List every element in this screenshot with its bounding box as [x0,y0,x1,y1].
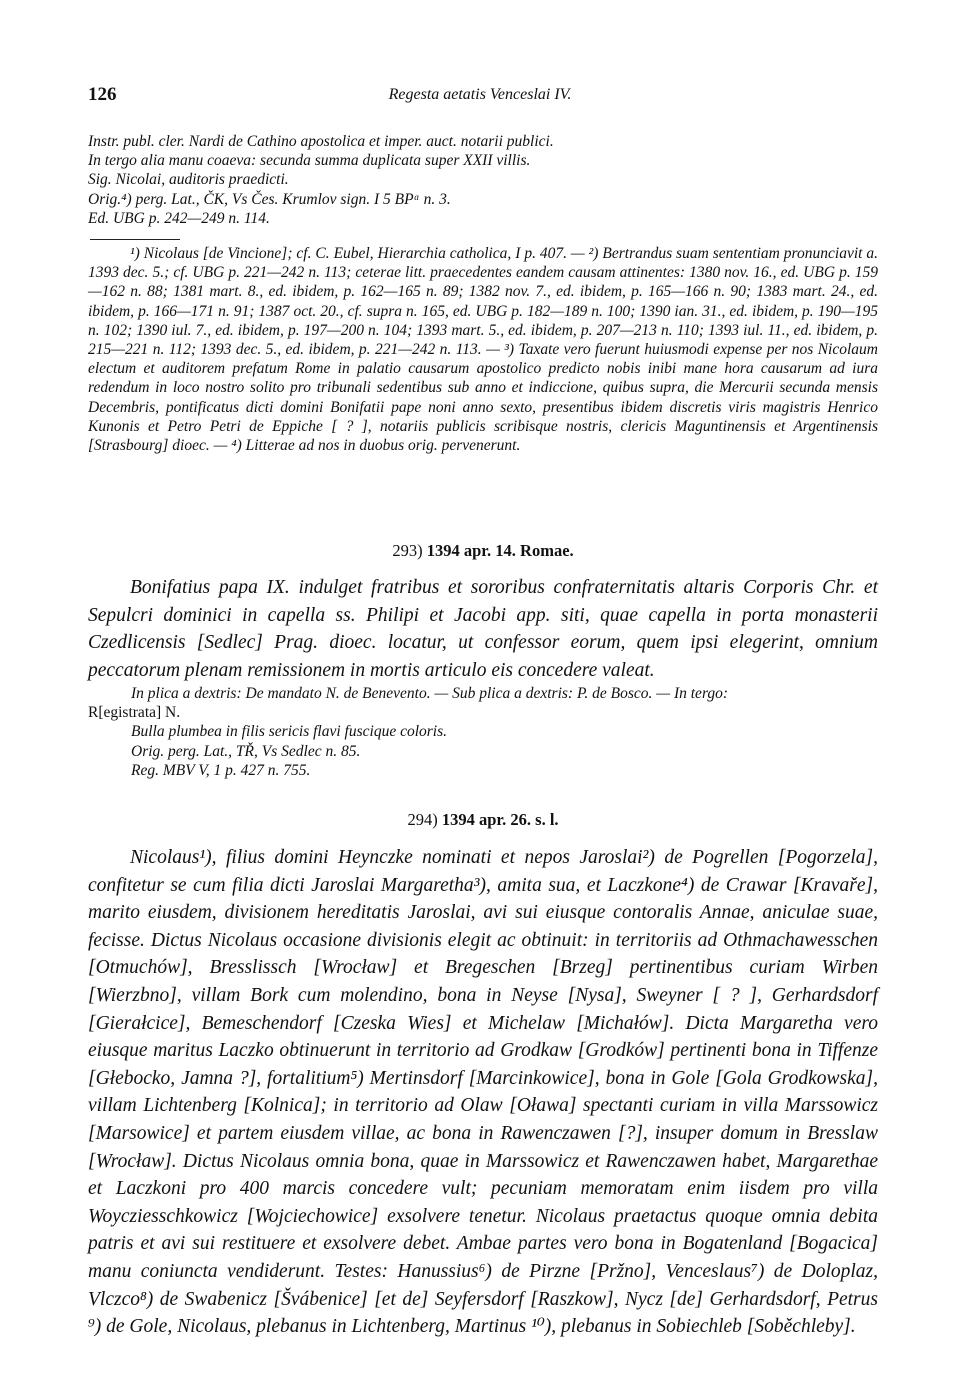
page-header [88,84,872,114]
entry-293-meta [88,684,878,780]
meta-line: Reg. MBV V, 1 p. 427 n. 755. [131,761,311,779]
meta-line: Sig. Nicolai, auditoris praedicti. [88,171,289,189]
entry-date: 1394 apr. 26. s. l. [441,810,559,829]
meta-line: Ed. UBG p. 242—249 n. 114. [88,209,270,227]
entry-date: 1394 apr. 14. Romae. [426,541,574,560]
entry-293-heading [88,541,878,561]
entry-292-meta [88,132,878,228]
meta-line: Orig.⁴) perg. Lat., ČK, Vs Čes. Krumlov sign. I 5 BPᵅ n. 3. [88,190,451,208]
footnotes-292 [88,244,878,455]
meta-line: In tergo alia manu coaeva: secunda summa duplicata super XXII villis. [88,152,531,170]
plica-line: In plica a dextris: De mandato N. de Benevento. — Sub plica a dextris: P. de Bosco. — In tergo: [131,685,729,702]
running-title: Regesta aetatis Venceslai IV. [388,86,572,103]
footnote-rule [90,239,180,240]
meta-line: Orig. perg. Lat., TŘ, Vs Sedlec n. 85. [131,742,361,760]
entry-294-abstract [88,844,878,1341]
footnote-text: ¹) Nicolaus [de Vincione]; cf. C. Eubel, Hierarchia catholica, I p. 407. — ²) Bertrandus suam sententiam pronunciavit a. 1393 dec. 5.; cf. UBG p. 221—242 n. 113; ceterae litt. praecedentes eandem causam attinentes: 1380 nov. 16., ed. UBG p. 159—162 n. 88; 1381 mart. 8., ed. ibidem, p. 162—165 n. 89; 1382 nov. 7., ed. ibidem, p. 165—166 n. 90; 1383 mart. 24., ed. ibidem, p. 166—171 n. 91; 1387 oct. 20., cf. supra n. 165, ed. UBG p. 182—189 n. 100; 1390 ian. 31., ed. ibidem, p. 190—195 n. 102; 1390 iul. 7., ed. ibidem, p. 197—200 n. 104; 1393 mart. 5., ed. ibidem, p. 207—213 n. 110; 1393 iul. 11., ed. ibidem, p. 215—221 n. 112; 1393 dec. 5., ed. ibidem, p. 221—242 n. 113. — ³) Taxate vero fuerunt huiusmodi expense per nos Nicolaum electum et auditorem prefatum Rome in palatio causarum apostolico predicto nobis inibi mane hora causarum ad iura redendum in loco nostro solito pro tribunali sedentibus sub anno et indiccione, quibus supra, die Mercurii secunda mensis Decembris, pontificatus dicti domini Bonifatii pape noni anno sexto, presentibus ibidem discretis viris magistris Henrico Kunonis et Petro Petri de Eppiche [ ? ], notariis publicis scribisque nostris, clericis Maguntinensis et Argentinensis [Strasbourg] dioec. — ⁴) Litterae ad nos in duobus orig. pervenerunt. [88,245,878,455]
entry-293-abstract [88,574,878,684]
meta-line: Instr. publ. cler. Nardi de Cathino apostolica et imper. auct. notarii publici. [88,133,554,150]
abstract-text: Nicolaus¹), filius domini Heynczke nominati et nepos Jaroslai²) de Pogrellen [Pogorzela], confitetur se cum filia dicti Jaroslai Margaretha³), amita sua, et Laczkone⁴) de Crawar [Kravaře], marito eiusdem, divisionem hereditatis Jaroslai, avi sui eiusque contoralis Annae, aniculae suae, fecisse. Dictus Nicolaus occasione divisionis elegit ac obtinuit: in territoriis ad Othmachawesschen [Otmuchów], Bresslissch [Wrocław] et Bregeschen [Brzeg] pertinentibus curiam Wirben [Wierzbno], villam Bork cum molendino, bona in Neyse [Nysa], Sweyner [ ? ], Gerhardsdorf [Gierałcice], Bemeschendorf [Czeska Wies] et Michelaw [Michałów]. Dicta Margaretha vero eiusque maritus Laczko obtinuerunt in territorio ad Grodkaw [Grodków] pertinenti bona in Tiffenze [Głebocko, Jamna ?], fortalitium⁵) Mertinsdorf [Marcinkowice], bona in Gole [Gola Grodkowska], villam Lichtenberg [Kolnica]; in territorio ad Olaw [Oława] spectanti curiam in villa Marssowicz [Marsowice] et partem eiusdem villae, ac bona in Rawenczawen [?], insuper domum in Bresslaw [Wrocław]. Dictus Nicolaus omnia bona, quae in Marssowicz et Rawenczawen habet, Margarethae et Laczkoni pro 400 marcis concedere vult; pecuniam memoratam enim iisdem pro villa Woycziesschkowicz [Wojciechowice] exsolvere tenetur. Nicolaus praetactus quoque omnia debita patris et avi sui restituere et exsolvere debet. Ambae partes vero bona in Bogatenland [Bogacica] manu coniuncta vendiderunt. Testes: Hanussius⁶) de Pirzne [Pržno], Venceslaus⁷) de Doloplaz, Vlczco⁸) de Swabenicz [Švábenice] [et de] Seyfersdorf [Raszkow], Nycz [de] Gerhardsdorf, Petrus ⁹) de Gole, Nicolaus, plebanus in Lichtenberg, Martinus ¹⁰), plebanus in Sobiechleb [Soběchleby]. [88,847,878,1338]
entry-number: 293) [392,541,427,560]
meta-line: Bulla plumbea in filis sericis flavi fuscique coloris. [131,723,448,741]
page-number: 126 [88,84,117,105]
entry-number: 294) [407,810,442,829]
plica-line-2: R[egistrata] N. [88,704,181,722]
entry-294-heading [88,810,878,830]
abstract-text: Bonifatius papa IX. indulget fratribus et sororibus confraternitatis altaris Corporis Chr. et Sepulcri dominici in capella ss. Philipi et Jacobi app. siti, quae capella in porta monasterii Czedlicensis [Sedlec] Prag. dioec. locatur, ut confessor eorum, quem ipsi elegerint, omnium peccatorum plenam remissionem in mortis articulo eis concedere valeat. [88,577,878,681]
